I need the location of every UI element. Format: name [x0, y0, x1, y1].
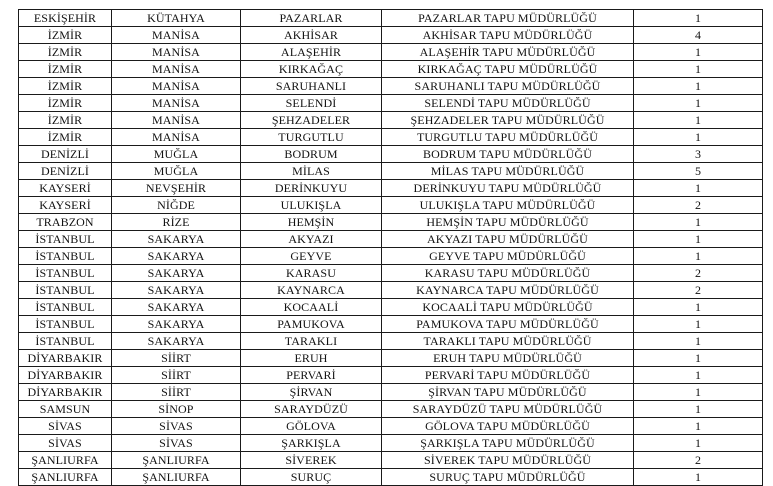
table-row: [19, 299, 763, 316]
cell-province: KAYSERİ: [19, 180, 112, 197]
table-row: [19, 61, 763, 78]
cell-district: GÖLOVA: [241, 418, 382, 435]
cell-directorate: DERİNKUYU TAPU MÜDÜRLÜĞÜ: [382, 180, 634, 197]
cell-count: 1: [634, 333, 763, 350]
cell-count: 1: [634, 129, 763, 146]
cell-target-province: SAKARYA: [112, 333, 241, 350]
cell-district: ŞARKIŞLA: [241, 435, 382, 452]
table-body: [19, 10, 763, 486]
cell-count: 1: [634, 350, 763, 367]
table-row: [19, 27, 763, 44]
cell-directorate: ULUKIŞLA TAPU MÜDÜRLÜĞÜ: [382, 197, 634, 214]
cell-directorate: KOCAALİ TAPU MÜDÜRLÜĞÜ: [382, 299, 634, 316]
cell-target-province: MUĞLA: [112, 146, 241, 163]
cell-district: PAZARLAR: [241, 10, 382, 27]
cell-target-province: SAKARYA: [112, 299, 241, 316]
cell-count: 1: [634, 435, 763, 452]
cell-count: 1: [634, 418, 763, 435]
cell-district: AKYAZI: [241, 231, 382, 248]
cell-target-province: SAKARYA: [112, 231, 241, 248]
cell-target-province: SİVAS: [112, 418, 241, 435]
cell-count: 1: [634, 214, 763, 231]
cell-directorate: HEMŞİN TAPU MÜDÜRLÜĞÜ: [382, 214, 634, 231]
cell-district: HEMŞİN: [241, 214, 382, 231]
cell-directorate: TURGUTLU TAPU MÜDÜRLÜĞÜ: [382, 129, 634, 146]
cell-count: 1: [634, 95, 763, 112]
cell-count: 1: [634, 248, 763, 265]
cell-target-province: MANİSA: [112, 78, 241, 95]
cell-district: ALAŞEHİR: [241, 44, 382, 61]
table-row: [19, 248, 763, 265]
cell-target-province: MANİSA: [112, 95, 241, 112]
cell-target-province: SİİRT: [112, 384, 241, 401]
cell-directorate: ERUH TAPU MÜDÜRLÜĞÜ: [382, 350, 634, 367]
cell-count: 1: [634, 44, 763, 61]
cell-province: SİVAS: [19, 418, 112, 435]
table-row: [19, 78, 763, 95]
cell-target-province: KÜTAHYA: [112, 10, 241, 27]
cell-directorate: ALAŞEHİR TAPU MÜDÜRLÜĞÜ: [382, 44, 634, 61]
cell-province: İZMİR: [19, 44, 112, 61]
cell-target-province: SİİRT: [112, 350, 241, 367]
cell-province: ŞANLIURFA: [19, 452, 112, 469]
cell-directorate: GEYVE TAPU MÜDÜRLÜĞÜ: [382, 248, 634, 265]
cell-target-province: NİĞDE: [112, 197, 241, 214]
cell-directorate: BODRUM TAPU MÜDÜRLÜĞÜ: [382, 146, 634, 163]
cell-directorate: SELENDİ TAPU MÜDÜRLÜĞÜ: [382, 95, 634, 112]
cell-district: ULUKIŞLA: [241, 197, 382, 214]
cell-target-province: SİVAS: [112, 435, 241, 452]
cell-province: DİYARBAKIR: [19, 384, 112, 401]
cell-target-province: MANİSA: [112, 27, 241, 44]
cell-target-province: SAKARYA: [112, 265, 241, 282]
table-row: [19, 214, 763, 231]
table-row: [19, 180, 763, 197]
cell-district: ERUH: [241, 350, 382, 367]
cell-count: 5: [634, 163, 763, 180]
cell-district: PERVARİ: [241, 367, 382, 384]
cell-target-province: MANİSA: [112, 112, 241, 129]
cell-count: 1: [634, 231, 763, 248]
cell-count: 1: [634, 384, 763, 401]
table-row: [19, 333, 763, 350]
cell-province: DENİZLİ: [19, 146, 112, 163]
cell-count: 1: [634, 10, 763, 27]
cell-directorate: SARAYDÜZÜ TAPU MÜDÜRLÜĞÜ: [382, 401, 634, 418]
cell-province: SİVAS: [19, 435, 112, 452]
cell-target-province: SAKARYA: [112, 316, 241, 333]
cell-target-province: SİİRT: [112, 367, 241, 384]
cell-directorate: PERVARİ TAPU MÜDÜRLÜĞÜ: [382, 367, 634, 384]
cell-count: 1: [634, 78, 763, 95]
cell-province: İSTANBUL: [19, 316, 112, 333]
table-row: [19, 401, 763, 418]
cell-directorate: KAYNARCA TAPU MÜDÜRLÜĞÜ: [382, 282, 634, 299]
cell-province: ŞANLIURFA: [19, 469, 112, 486]
cell-count: 1: [634, 401, 763, 418]
cell-district: SİVEREK: [241, 452, 382, 469]
table-row: [19, 197, 763, 214]
table-row: [19, 452, 763, 469]
cell-count: 1: [634, 180, 763, 197]
cell-directorate: KARASU TAPU MÜDÜRLÜĞÜ: [382, 265, 634, 282]
cell-directorate: KIRKAĞAÇ TAPU MÜDÜRLÜĞÜ: [382, 61, 634, 78]
cell-count: 1: [634, 316, 763, 333]
cell-directorate: SARUHANLI TAPU MÜDÜRLÜĞÜ: [382, 78, 634, 95]
table-row: [19, 163, 763, 180]
cell-province: İZMİR: [19, 27, 112, 44]
cell-province: TRABZON: [19, 214, 112, 231]
cell-count: 2: [634, 265, 763, 282]
cell-directorate: AKYAZI TAPU MÜDÜRLÜĞÜ: [382, 231, 634, 248]
cell-province: SAMSUN: [19, 401, 112, 418]
cell-directorate: GÖLOVA TAPU MÜDÜRLÜĞÜ: [382, 418, 634, 435]
cell-district: KAYNARCA: [241, 282, 382, 299]
cell-district: SURUÇ: [241, 469, 382, 486]
table-row: [19, 231, 763, 248]
cell-directorate: ŞEHZADELER TAPU MÜDÜRLÜĞÜ: [382, 112, 634, 129]
table-row: [19, 265, 763, 282]
table-row: [19, 112, 763, 129]
cell-target-province: SAKARYA: [112, 248, 241, 265]
cell-district: SARUHANLI: [241, 78, 382, 95]
cell-target-province: ŞANLIURFA: [112, 469, 241, 486]
cell-district: KIRKAĞAÇ: [241, 61, 382, 78]
cell-province: İSTANBUL: [19, 299, 112, 316]
cell-directorate: ŞİRVAN TAPU MÜDÜRLÜĞÜ: [382, 384, 634, 401]
cell-province: İZMİR: [19, 112, 112, 129]
cell-count: 1: [634, 367, 763, 384]
cell-target-province: MANİSA: [112, 44, 241, 61]
cell-directorate: ŞARKIŞLA TAPU MÜDÜRLÜĞÜ: [382, 435, 634, 452]
cell-count: 2: [634, 282, 763, 299]
cell-target-province: MANİSA: [112, 129, 241, 146]
cell-province: KAYSERİ: [19, 197, 112, 214]
cell-directorate: TARAKLI TAPU MÜDÜRLÜĞÜ: [382, 333, 634, 350]
cell-province: DİYARBAKIR: [19, 350, 112, 367]
table-row: [19, 435, 763, 452]
cell-target-province: SİNOP: [112, 401, 241, 418]
cell-district: MİLAS: [241, 163, 382, 180]
cell-province: DİYARBAKIR: [19, 367, 112, 384]
cell-district: TURGUTLU: [241, 129, 382, 146]
cell-count: 2: [634, 197, 763, 214]
cell-count: 1: [634, 112, 763, 129]
table-row: [19, 146, 763, 163]
cell-province: ESKİŞEHİR: [19, 10, 112, 27]
cell-district: PAMUKOVA: [241, 316, 382, 333]
cell-district: AKHİSAR: [241, 27, 382, 44]
cell-province: İSTANBUL: [19, 333, 112, 350]
cell-district: SARAYDÜZÜ: [241, 401, 382, 418]
table-row: [19, 384, 763, 401]
cell-count: 2: [634, 452, 763, 469]
cell-province: DENİZLİ: [19, 163, 112, 180]
cell-count: 3: [634, 146, 763, 163]
table-row: [19, 367, 763, 384]
cell-province: İZMİR: [19, 95, 112, 112]
cell-district: ŞEHZADELER: [241, 112, 382, 129]
cell-district: ŞİRVAN: [241, 384, 382, 401]
cell-target-province: MUĞLA: [112, 163, 241, 180]
table-row: [19, 44, 763, 61]
cell-count: 1: [634, 61, 763, 78]
cell-district: SELENDİ: [241, 95, 382, 112]
cell-district: DERİNKUYU: [241, 180, 382, 197]
cell-directorate: PAMUKOVA TAPU MÜDÜRLÜĞÜ: [382, 316, 634, 333]
cell-count: 4: [634, 27, 763, 44]
cell-province: İZMİR: [19, 61, 112, 78]
cell-directorate: SURUÇ TAPU MÜDÜRLÜĞÜ: [382, 469, 634, 486]
cell-target-province: NEVŞEHİR: [112, 180, 241, 197]
cell-province: İSTANBUL: [19, 282, 112, 299]
cell-target-province: RİZE: [112, 214, 241, 231]
table-row: [19, 129, 763, 146]
cell-province: İZMİR: [19, 78, 112, 95]
cell-count: 1: [634, 299, 763, 316]
cell-directorate: SİVEREK TAPU MÜDÜRLÜĞÜ: [382, 452, 634, 469]
cell-province: İSTANBUL: [19, 231, 112, 248]
cell-count: 1: [634, 469, 763, 486]
cell-target-province: SAKARYA: [112, 282, 241, 299]
cell-directorate: AKHİSAR TAPU MÜDÜRLÜĞÜ: [382, 27, 634, 44]
table-row: [19, 282, 763, 299]
assignment-table: [18, 9, 763, 486]
table-row: [19, 10, 763, 27]
cell-district: BODRUM: [241, 146, 382, 163]
table-row: [19, 350, 763, 367]
cell-province: İSTANBUL: [19, 265, 112, 282]
cell-province: İZMİR: [19, 129, 112, 146]
cell-district: TARAKLI: [241, 333, 382, 350]
cell-district: KOCAALİ: [241, 299, 382, 316]
cell-target-province: MANİSA: [112, 61, 241, 78]
cell-directorate: MİLAS TAPU MÜDÜRLÜĞÜ: [382, 163, 634, 180]
table-row: [19, 418, 763, 435]
cell-district: KARASU: [241, 265, 382, 282]
cell-district: GEYVE: [241, 248, 382, 265]
cell-target-province: ŞANLIURFA: [112, 452, 241, 469]
cell-directorate: PAZARLAR TAPU MÜDÜRLÜĞÜ: [382, 10, 634, 27]
table-row: [19, 95, 763, 112]
table-row: [19, 316, 763, 333]
cell-province: İSTANBUL: [19, 248, 112, 265]
